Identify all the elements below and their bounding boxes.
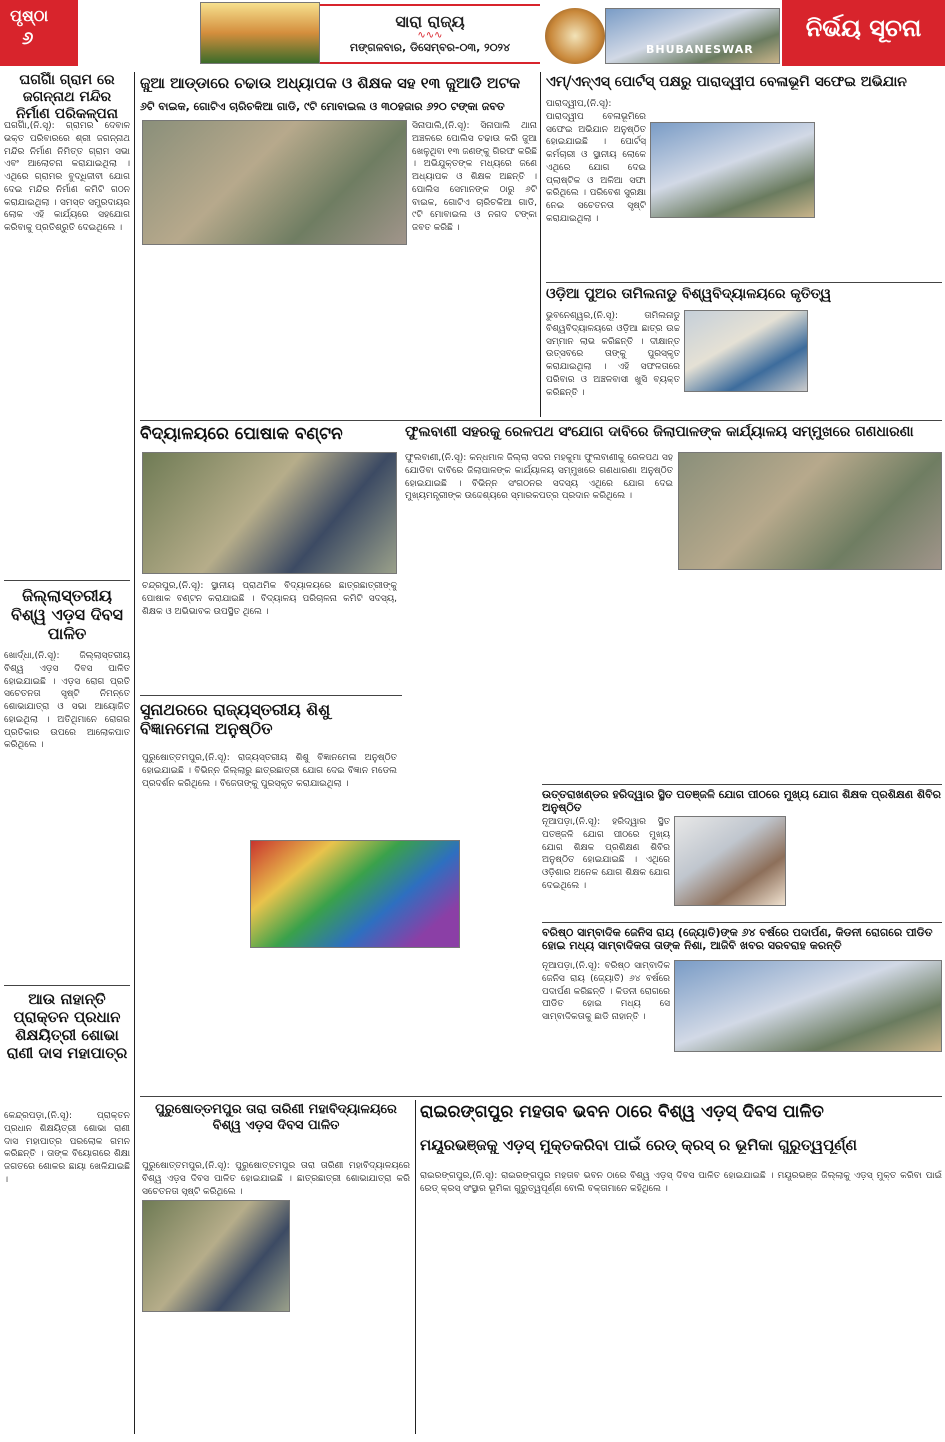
column-rule	[415, 1100, 416, 1434]
headline: ଜିଲ୍ଲାସ୍ତରୀୟ ବିଶ୍ୱ ଏଡ଼ସ ଦିବସ ପାଳିତ	[11, 586, 123, 644]
temple-image	[200, 2, 320, 64]
article-body-cont	[790, 816, 942, 920]
article-body: ଫୁଲବାଣୀ,(ନି.ସୂ): କନ୍ଧମାଳ ଜିଲ୍ଲା ସଦର ମହକୁମା ଫୁଲବାଣୀକୁ ରେଳପଥ ସହ ଯୋଡିବା ଦାବିରେ ଜିଲାପାଳଙ୍କ କାର୍ଯ୍ୟାଳୟ ସମ୍ମୁଖରେ ଗଣଧାରଣା ଅନୁଷ୍ଠିତ ହୋଇଯାଇଛି । ବିଭିନ୍ନ ସଂଗଠନର ସଦସ୍ୟ ଏଥିରେ ଯୋଗ ଦେଇ ମୁଖ୍ୟମନ୍ତ୍ରୀଙ୍କ ଉଦ୍ଦେଶ୍ୟରେ ସ୍ମାରକପତ୍ର ପ୍ରଦାନ କରିଥିଲେ ।	[405, 453, 673, 502]
yoga-photo	[674, 816, 786, 906]
city-image	[605, 8, 780, 64]
science-fair-photo	[250, 840, 460, 948]
date-line: ମଙ୍ଗଳବାର, ଡିସେମ୍ବର-୦୩, ୨୦୨୪	[349, 41, 511, 54]
article-body: ପୁରୁଷୋତ୍ତମପୁର,(ନି.ସୂ): ପୁରୁଷୋତ୍ତମପୁର ତାରା ତାରିଣୀ ମହାବିଦ୍ୟାଳୟରେ ବିଶ୍ୱ ଏଡ଼ସ ଦିବସ ପାଳିତ ହୋଇଯାଇଛି । ଛାତ୍ରଛାତ୍ରୀ ଶୋଭାଯାତ୍ରା କରି ସଚେତନତା ସୃଷ୍ଟି କରିଥିଲେ ।	[142, 1161, 410, 1196]
brand-box	[782, 0, 945, 66]
article-body-cont	[812, 310, 942, 418]
subhead: ୬ଟି ବାଇକ, ଗୋଟିଏ ଚାରିଚକିଆ ଗାଡି, ୯ଟି ମୋବାଇଲ ଓ ୩୦ହଜାର ୬୨୦ ଟଙ୍କା ଜବତ	[140, 100, 505, 113]
headline: ଆଉ ନାହାନ୍ତି ପ୍ରାକ୍ତନ ପ୍ରଧାନ ଶିକ୍ଷୟିତ୍ରୀ ଶୋଭା ରାଣୀ ଦାସ ମହାପାତ୍ର	[6, 990, 128, 1062]
article-body: ନୂଆପଡ଼ା,(ନି.ସୂ): ହରିଦ୍ୱାର ସ୍ଥିତ ପତଞ୍ଜଳି ଯୋଗ ପୀଠରେ ମୁଖ୍ୟ ଯୋଗ ଶିକ୍ଷକ ପ୍ରଶିକ୍ଷଣ ଶିବିର ଅନୁଷ୍ଠିତ ହୋଇଯାଇଛି । ଏଥିରେ ଓଡ଼ିଶାର ଅନେକ ଯୋଗ ଶିକ୍ଷକ ଯୋଗ ଦେଇଥିଲେ ।	[542, 817, 670, 891]
article-body: ସିନାପାଲି,(ନି.ସୂ): ସିନାପାଲି ଥାନା ଅଞ୍ଚଳରେ ପୋଲିସ ଚଢାଉ କରି ଜୁଆ ଖେଳୁଥିବା ୧୩ ଜଣଙ୍କୁ ଗିରଫ କରିଛି । ଅଭିଯୁକ୍ତଙ୍କ ମଧ୍ୟରେ ଜଣେ ଅଧ୍ୟାପକ ଓ ଶିକ୍ଷକ ଅଛନ୍ତି । ପୋଲିସ ସେମାନଙ୍କ ଠାରୁ ୬ଟି ବାଇକ, ଗୋଟିଏ ଚାରିଚକିଆ ଗାଡି, ୯ଟି ମୋବାଇଲ ଓ ନଗଦ ଟଙ୍କା ଜବତ କରିଛି ।	[412, 121, 537, 234]
article-body-cont	[142, 955, 537, 1090]
protest-photo	[678, 452, 942, 570]
column-rule	[540, 72, 541, 417]
article-body-cont	[142, 1316, 410, 1434]
school-photo	[142, 452, 397, 574]
divider	[542, 784, 942, 785]
divider	[140, 695, 402, 696]
city-label: BHUBANESWAR	[646, 43, 754, 56]
headline: ପୁରୁଷୋତ୍ତମପୁର ତାରା ତାରିଣୀ ମହାବିଦ୍ୟାଳୟରେ ବିଶ୍ୱ ଏଡ଼ସ ଦିବସ ପାଳିତ	[155, 1102, 397, 1133]
beach-cleanup-photo	[650, 122, 815, 218]
headline: ଉତ୍ତରାଖଣ୍ଡର ହରିଦ୍ୱାର ସ୍ଥିତ ପତଞ୍ଜଳି ଯୋଗ ପୀଠରେ ମୁଖ୍ୟ ଯୋଗ ଶିକ୍ଷକ ପ୍ରଶିକ୍ଷଣ ଶିବିର ଅନୁଷ୍ଠିତ	[542, 788, 941, 815]
article-body: ପୁରୁଷୋତ୍ତମପୁର,(ନି.ସୂ): ରାଜ୍ୟସ୍ତରୀୟ ଶିଶୁ ବିଜ୍ଞାନମେଳା ଅନୁଷ୍ଠିତ ହୋଇଯାଇଛି । ବିଭିନ୍ନ ଜିଲ୍ଲାରୁ ଛାତ୍ରଛାତ୍ରୀ ଯୋଗ ଦେଇ ବିଜ୍ଞାନ ମଡେଲ ପ୍ରଦର୍ଶନ କରିଥିଲେ । ବିଜେତାଙ୍କୁ ପୁରସ୍କୃତ କରାଯାଇଥିଲା ।	[142, 753, 397, 789]
divider	[542, 922, 942, 923]
headline: ଫୁଲବାଣୀ ସହରକୁ ରେଳପଥ ସଂଯୋଗ ଦାବିରେ ଜିଲାପାଳଙ୍କ କାର୍ଯ୍ୟାଳୟ ସମ୍ମୁଖରେ ଗଣଧାରଣା	[405, 424, 914, 440]
convocation-photo	[684, 310, 808, 392]
headline: ଘଗର୍ଗାଁ ଗ୍ରାମ ରେ ଜଗନ୍ନାଥ ମନ୍ଦିର ନିର୍ମାଣ ପରିକଳ୍ପନା	[15, 72, 119, 122]
article-body: ନୂଆପଡ଼ା,(ନି.ସୂ): ବରିଷ୍ଠ ସାମ୍ବାଦିକ ଜେନିସ ରାୟ (ଜ୍ୟୋତି) ୬୪ ବର୍ଷରେ ପଦାର୍ପଣ କରିଛନ୍ତି । କିଡନୀ ରୋଗରେ ପୀଡିତ ହୋଇ ମଧ୍ୟ ସେ ସାମ୍ବାଦିକତାକୁ ଛାଡି ନାହାନ୍ତି ।	[542, 961, 670, 1023]
divider	[4, 985, 130, 986]
article-body: ଭୁବନେଶ୍ୱର,(ନି.ସୂ): ତାମିଲନାଡୁ ବିଶ୍ୱବିଦ୍ୟାଳୟରେ ଓଡ଼ିଆ ଛାତ୍ର ଉଚ୍ଚ ସମ୍ମାନ ଲାଭ କରିଛନ୍ତି । ଦୀକ୍ଷାନ୍ତ ଉତ୍ସବରେ ତାଙ୍କୁ ପୁରସ୍କୃତ କରାଯାଇଥିଲା । ଏହି ସଫଳତାରେ ପରିବାର ଓ ଅଞ୍ଚଳବାସୀ ଖୁସି ବ୍ୟକ୍ତ କରିଛନ୍ତି ।	[546, 311, 680, 398]
divider	[140, 1096, 942, 1097]
page-number: ୬	[22, 28, 34, 49]
headline: ଏମ୍/ଏନ୍ଏସ୍ ପୋର୍ଟସ୍ ପକ୍ଷରୁ ପାରାଦ୍ୱୀପ ବେଳାଭୂମି ସଫେଇ ଅଭିଯାନ	[546, 74, 907, 90]
journalist-photo	[674, 960, 942, 1052]
ornament: ∿∿∿	[417, 30, 443, 41]
article-body: କେନ୍ଦ୍ରପଡ଼ା,(ନି.ସୂ): ପ୍ରାକ୍ତନ ପ୍ରଧାନ ଶିକ୍ଷୟିତ୍ରୀ ଶୋଭା ରାଣୀ ଦାସ ମହାପାତ୍ର ପରଲୋକ ଗମନ କରିଛନ୍ତି । ତାଙ୍କ ବିୟୋଗରେ ଶିକ୍ଷା ଜଗତରେ ଶୋକର ଛାୟା ଖେଳିଯାଇଛି ।	[4, 1111, 130, 1185]
headline: ଓଡ଼ିଆ ପୁଅର ତାମିଲନାଡୁ ବିଶ୍ୱବିଦ୍ୟାଳୟରେ କୃତିତ୍ୱ	[546, 286, 832, 302]
aids-rally-photo	[142, 1200, 290, 1312]
masthead-center	[320, 4, 540, 64]
brand-name: ନିର୍ଭୟ ସୂଚନା	[805, 14, 922, 42]
article-body-cont	[294, 1200, 410, 1312]
divider	[546, 282, 942, 283]
headline: ବିଦ୍ୟାଳୟରେ ପୋଷାକ ବଣ୍ଟନ	[140, 424, 343, 444]
article-body: ଘଗର୍ଗାଁ,(ନି.ସୂ): ଗ୍ରାମର ଦେବାଳ ଭକ୍ତ ପରିବାରରେ ଶ୍ରୀ ଜଗନ୍ନାଥ ମନ୍ଦିର ନିର୍ମାଣ ନିମିତ୍ତ ଗ୍ରାମ ସଭା ଏବଂ ଆଲୋଚନା କରାଯାଇଥିଲା । ଏଥିରେ ଗ୍ରାମର ବୁଦ୍ଧିଜୀବୀ ଯୋଗ ଦେଇ ମନ୍ଦିର ନିର୍ମାଣ କମିଟି ଗଠନ କରାଯାଇଥିଲା । ସମସ୍ତ ସମ୍ପ୍ରଦାୟର ଲୋକ ଏହି କାର୍ଯ୍ୟରେ ସହଯୋଗ କରିବାକୁ ପ୍ରତିଶ୍ରୁତି ଦେଇଥିଲେ ।	[4, 121, 130, 234]
article-body-cont	[142, 250, 537, 418]
column-rule	[134, 72, 135, 1434]
headline: ସୁନାଥରରେ ରାଜ୍ୟସ୍ତରୀୟ ଶିଶୁ ବିଜ୍ଞାନମେଳା ଅନୁଷ୍ଠିତ	[140, 700, 331, 739]
divider	[140, 420, 942, 421]
headline: ଜୁଆ ଆଡ୍ଡାରେ ଚଢାଉ ଅଧ୍ୟାପକ ଓ ଶିକ୍ଷକ ସହ ୧୩ ଜୁଆଡି ଅଟକ	[140, 74, 521, 92]
headline: ରାଇରଙ୍ଗପୁର ମହତାବ ଭବନ ଠାରେ ବିଶ୍ୱ ଏଡ଼ସ୍ ଦିବସ ପାଳିତ	[420, 1102, 824, 1122]
article-body-cont	[674, 1055, 942, 1093]
subhead: ମୟୂରଭଞ୍ଜକୁ ଏଡ଼ସ୍ ମୁକ୍ତକରିବା ପାଇଁ ରେଡ୍ କ୍ରସ୍ ର ଭୂମିକା ଗୁରୁତ୍ୱପୂର୍ଣ୍ଣ	[420, 1136, 857, 1154]
article-body-cont	[818, 98, 942, 280]
section-title: ସାରା ରାଜ୍ୟ	[395, 12, 465, 31]
page-label: ପୃଷ୍ଠା	[10, 6, 49, 25]
article-body-cont	[678, 575, 942, 780]
page-number-box	[0, 0, 78, 66]
article-body: ରାଇରଙ୍ଗପୁର,(ନି.ସୂ): ରାଇରଙ୍ଗପୁର ମହତାବ ଭବନ ଠାରେ ବିଶ୍ୱ ଏଡ଼ସ୍ ଦିବସ ପାଳିତ ହୋଇଯାଇଛି । ମୟୂରଭଞ୍ଜ ଜିଲ୍ଲାକୁ ଏଡ଼ସ୍ ମୁକ୍ତ କରିବା ପାଇଁ ରେଡ୍ କ୍ରସ୍ ସଂସ୍ଥାର ଭୂମିକା ଗୁରୁତ୍ୱପୂର୍ଣ୍ଣ ବୋଲି ବକ୍ତାମାନେ କହିଥିଲେ ।	[420, 1171, 942, 1194]
arrest-photo	[142, 120, 407, 245]
headline: ବରିଷ୍ଠ ସାମ୍ବାଦିକ ଜେନିସ ରାୟ (ଜ୍ୟୋତି)ଙ୍କ ୬୪ ବର୍ଷରେ ପଦାର୍ପଣ, କିଡନୀ ରୋଗରେ ପୀଡିତ ହୋଇ ମଧ୍ୟ ସାମ୍ବାଦିକତା ତାଙ୍କ ନିଶା, ଆଜିବି ଖବର ସରବରାହ କରନ୍ତି	[542, 926, 933, 953]
food-image	[545, 8, 605, 64]
article-body: ପାରାଦ୍ୱୀପ,(ନି.ସୂ): ପାରାଦ୍ୱୀପ ବେଳାଭୂମିରେ ସଫେଇ ଅଭିଯାନ ଅନୁଷ୍ଠିତ ହୋଇଯାଇଛି । ପୋର୍ଟସ୍ କର୍ମଚାରୀ ଓ ସ୍ଥାନୀୟ ଲୋକେ ଏଥିରେ ଯୋଗ ଦେଇ ପ୍ଲାଷ୍ଟିକ ଓ ଅଳିଆ ସଫା କରିଥିଲେ । ପରିବେଶ ସୁରକ୍ଷା ନେଇ ସଚେତନତା ସୃଷ୍ଟି କରାଯାଇଥିଲା ।	[546, 99, 646, 224]
article-body: ଖୋର୍ଦ୍ଧା,(ନି.ସୂ): ଜିଲ୍ଲାସ୍ତରୀୟ ବିଶ୍ୱ ଏଡ଼ସ ଦିବସ ପାଳିତ ହୋଇଯାଇଛି । ଏଡ଼ସ ରୋଗ ପ୍ରତି ସଚେତନତା ସୃଷ୍ଟି ନିମନ୍ତେ ଶୋଭାଯାତ୍ରା ଓ ସଭା ଆୟୋଜିତ ହୋଇଥିଲା । ଅତିଥିମାନେ ରୋଗର ପ୍ରତିକାର ଉପରେ ଆଲୋକପାତ କରିଥିଲେ ।	[4, 651, 130, 751]
divider	[4, 580, 130, 581]
article-body: ଚନ୍ଦ୍ରପୁର,(ନି.ସୂ): ସ୍ଥାନୀୟ ପ୍ରାଥମିକ ବିଦ୍ୟାଳୟରେ ଛାତ୍ରଛାତ୍ରୀଙ୍କୁ ପୋଷାକ ବଣ୍ଟନ କରାଯାଇଛି । ବିଦ୍ୟାଳୟ ପରିଚାଳନା କମିଟି ସଦସ୍ୟ, ଶିକ୍ଷକ ଓ ଅଭିଭାବକ ଉପସ୍ଥିତ ଥିଲେ ।	[142, 581, 397, 617]
